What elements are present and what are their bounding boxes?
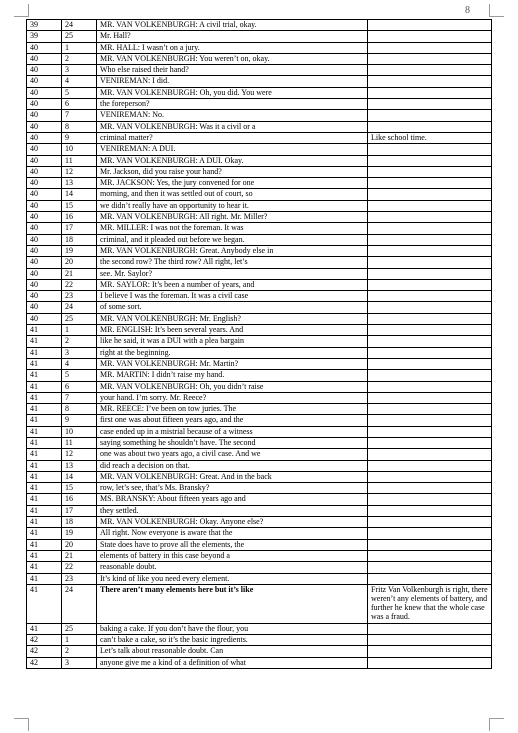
note-cell — [368, 212, 492, 223]
table-row — [27, 494, 492, 505]
note-cell — [368, 517, 492, 528]
line-cell: 3 — [62, 65, 97, 76]
line-cell: 9 — [62, 132, 97, 143]
transcript-text-cell: morning, and then it was settled out of court, so — [97, 189, 368, 200]
table-row — [27, 99, 492, 110]
note-cell — [368, 623, 492, 634]
note-cell — [368, 539, 492, 550]
transcript-text-cell: MR. SAYLOR: It’s been a number of years, and — [97, 279, 368, 290]
transcript-text-cell: I believe I was the foreman. It was a civil case — [97, 291, 368, 302]
note-cell — [368, 87, 492, 98]
note-cell — [368, 494, 492, 505]
page-cell: 42 — [27, 646, 62, 657]
table-row — [27, 392, 492, 403]
note-cell — [368, 460, 492, 471]
page-cell: 40 — [27, 121, 62, 132]
page-cell: 40 — [27, 132, 62, 143]
line-cell: 20 — [62, 257, 97, 268]
page-cell: 41 — [27, 483, 62, 494]
line-cell: 6 — [62, 99, 97, 110]
line-cell: 22 — [62, 279, 97, 290]
page-cell: 42 — [27, 657, 62, 668]
transcript-text-cell: MR. VAN VOLKENBURGH: Mr. Martin? — [97, 358, 368, 369]
page-cell: 41 — [27, 415, 62, 426]
line-cell: 18 — [62, 234, 97, 245]
page-cell: 41 — [27, 437, 62, 448]
table-row — [27, 358, 492, 369]
page-cell: 40 — [27, 268, 62, 279]
line-cell: 8 — [62, 121, 97, 132]
transcript-text-cell: VENIREMAN: No. — [97, 110, 368, 121]
table-row — [27, 302, 492, 313]
line-cell: 12 — [62, 449, 97, 460]
page-cell: 39 — [27, 31, 62, 42]
table-row — [27, 657, 492, 668]
line-cell: 14 — [62, 189, 97, 200]
transcript-text-cell: MR. VAN VOLKENBURGH: Okay. Anyone else? — [97, 517, 368, 528]
line-cell: 23 — [62, 291, 97, 302]
transcript-text-cell: Who else raised their hand? — [97, 65, 368, 76]
transcript-text-cell: Mr. Jackson, did you raise your hand? — [97, 166, 368, 177]
page-cell: 41 — [27, 505, 62, 516]
transcript-text-cell: one was about two years ago, a civil case. And we — [97, 449, 368, 460]
line-cell: 2 — [62, 53, 97, 64]
page-cell: 40 — [27, 42, 62, 53]
page-cell: 40 — [27, 212, 62, 223]
line-cell: 5 — [62, 370, 97, 381]
table-row — [27, 257, 492, 268]
transcript-text-cell: MR. VAN VOLKENBURGH: You weren’t on, okay. — [97, 53, 368, 64]
note-cell — [368, 358, 492, 369]
line-cell: 13 — [62, 178, 97, 189]
line-cell: 17 — [62, 223, 97, 234]
note-cell — [368, 635, 492, 646]
transcript-text-cell: like he said, it was a DUI with a plea bargain — [97, 336, 368, 347]
line-cell: 1 — [62, 635, 97, 646]
note-cell — [368, 65, 492, 76]
table-row — [27, 426, 492, 437]
note-cell — [368, 76, 492, 87]
note-cell — [368, 291, 492, 302]
line-cell: 21 — [62, 550, 97, 561]
transcript-text-cell: State does have to prove all the elements, the — [97, 539, 368, 550]
line-cell: 13 — [62, 460, 97, 471]
page-cell: 41 — [27, 539, 62, 550]
transcript-text-cell: MR. VAN VOLKENBURGH: Was it a civil or a — [97, 121, 368, 132]
page-cell: 40 — [27, 279, 62, 290]
line-cell: 22 — [62, 562, 97, 573]
page-cell: 41 — [27, 584, 62, 623]
note-cell — [368, 483, 492, 494]
transcript-text-cell: we didn’t really have an opportunity to hear it. — [97, 200, 368, 211]
line-cell: 18 — [62, 517, 97, 528]
page-cell: 40 — [27, 178, 62, 189]
line-cell: 20 — [62, 539, 97, 550]
page-cell: 42 — [27, 635, 62, 646]
crop-mark-top-left — [14, 4, 29, 17]
line-cell: 16 — [62, 494, 97, 505]
table-row — [27, 562, 492, 573]
table-row — [27, 336, 492, 347]
table-row — [27, 279, 492, 290]
line-cell: 2 — [62, 646, 97, 657]
note-cell — [368, 505, 492, 516]
table-row — [27, 212, 492, 223]
transcript-text-cell: There aren’t many elements here but it’s like — [97, 584, 368, 623]
table-row — [27, 189, 492, 200]
transcript-text-cell: reasonable doubt. — [97, 562, 368, 573]
note-cell — [368, 437, 492, 448]
crop-mark-bottom-left — [14, 718, 29, 731]
note-cell — [368, 404, 492, 415]
note-cell — [368, 325, 492, 336]
transcript-text-cell: MR. HALL: I wasn’t on a jury. — [97, 42, 368, 53]
table-row — [27, 404, 492, 415]
line-cell: 10 — [62, 144, 97, 155]
note-cell — [368, 200, 492, 211]
table-row — [27, 291, 492, 302]
transcript-text-cell: of some sort. — [97, 302, 368, 313]
table-row — [27, 483, 492, 494]
note-cell — [368, 144, 492, 155]
table-row — [27, 646, 492, 657]
note-cell — [368, 392, 492, 403]
transcript-text-cell: they settled. — [97, 505, 368, 516]
table-row — [27, 132, 492, 143]
note-cell — [368, 528, 492, 539]
note-cell — [368, 53, 492, 64]
line-cell: 3 — [62, 657, 97, 668]
note-cell — [368, 121, 492, 132]
note-cell — [368, 562, 492, 573]
line-cell: 10 — [62, 426, 97, 437]
line-cell: 4 — [62, 358, 97, 369]
transcript-text-cell: Mr. Hall? — [97, 31, 368, 42]
note-cell — [368, 189, 492, 200]
table-row — [27, 110, 492, 121]
table-row — [27, 381, 492, 392]
page-cell: 40 — [27, 87, 62, 98]
note-cell — [368, 268, 492, 279]
line-cell: 16 — [62, 212, 97, 223]
transcript-text-cell: criminal matter? — [97, 132, 368, 143]
note-cell — [368, 471, 492, 482]
page-cell: 41 — [27, 325, 62, 336]
table-row — [27, 370, 492, 381]
page-cell: 41 — [27, 573, 62, 584]
note-cell — [368, 426, 492, 437]
table-row — [27, 42, 492, 53]
page-cell: 41 — [27, 528, 62, 539]
transcript-text-cell: Let’s talk about reasonable doubt. Can — [97, 646, 368, 657]
note-cell — [368, 415, 492, 426]
transcript-text-cell: It’s kind of like you need every element. — [97, 573, 368, 584]
note-cell — [368, 657, 492, 668]
transcript-text-cell: MR. VAN VOLKENBURGH: A civil trial, okay. — [97, 20, 368, 31]
page-cell: 40 — [27, 144, 62, 155]
note-cell — [368, 178, 492, 189]
note-cell — [368, 646, 492, 657]
table-row — [27, 144, 492, 155]
table-row — [27, 471, 492, 482]
transcript-text-cell: the second row? The third row? All right, let’s — [97, 257, 368, 268]
transcript-text-cell: saying something he shouldn’t have. The second — [97, 437, 368, 448]
line-cell: 9 — [62, 415, 97, 426]
line-cell: 14 — [62, 471, 97, 482]
transcript-text-cell: MR. ENGLISH: It’s been several years. And — [97, 325, 368, 336]
page-cell: 39 — [27, 20, 62, 31]
table-row — [27, 178, 492, 189]
table-row — [27, 539, 492, 550]
page-cell: 41 — [27, 550, 62, 561]
crop-mark-top-right — [489, 4, 504, 17]
transcript-text-cell: MR. VAN VOLKENBURGH: Oh, you did. You were — [97, 87, 368, 98]
note-cell — [368, 336, 492, 347]
note-cell — [368, 347, 492, 358]
transcript-text-cell: MS. BRANSKY: About fifteen years ago and — [97, 494, 368, 505]
line-cell: 3 — [62, 347, 97, 358]
note-cell — [368, 370, 492, 381]
note-cell — [368, 42, 492, 53]
table-row — [27, 437, 492, 448]
line-cell: 5 — [62, 87, 97, 98]
page-cell: 40 — [27, 189, 62, 200]
table-row — [27, 505, 492, 516]
note-cell — [368, 381, 492, 392]
note-cell — [368, 313, 492, 324]
transcript-text-cell: the foreperson? — [97, 99, 368, 110]
page-cell: 40 — [27, 291, 62, 302]
transcript-text-cell: case ended up in a mistrial because of a witness — [97, 426, 368, 437]
table-row — [27, 166, 492, 177]
line-cell: 25 — [62, 31, 97, 42]
page-cell: 41 — [27, 471, 62, 482]
transcript-text-cell: VENIREMAN: I did. — [97, 76, 368, 87]
table-row — [27, 347, 492, 358]
table-row — [27, 76, 492, 87]
line-cell: 25 — [62, 623, 97, 634]
page-cell: 41 — [27, 381, 62, 392]
page-cell: 41 — [27, 449, 62, 460]
page-cell: 41 — [27, 358, 62, 369]
note-cell — [368, 279, 492, 290]
line-cell: 15 — [62, 483, 97, 494]
table-row — [27, 200, 492, 211]
table-row — [27, 550, 492, 561]
line-cell: 11 — [62, 437, 97, 448]
page-cell: 40 — [27, 99, 62, 110]
note-cell — [368, 110, 492, 121]
table-row — [27, 268, 492, 279]
page-cell: 40 — [27, 155, 62, 166]
page-cell: 40 — [27, 65, 62, 76]
page-cell: 40 — [27, 223, 62, 234]
page-cell: 40 — [27, 313, 62, 324]
transcript-text-cell: MR. VAN VOLKENBURGH: Great. Anybody else in — [97, 245, 368, 256]
table-row — [27, 573, 492, 584]
transcript-text-cell: baking a cake. If you don’t have the flour, you — [97, 623, 368, 634]
transcript-text-cell: MR. JACKSON: Yes, the jury convened for one — [97, 178, 368, 189]
transcript-text-cell: MR. VAN VOLKENBURGH: Mr. English? — [97, 313, 368, 324]
transcript-text-cell: your hand. I’m sorry. Mr. Reece? — [97, 392, 368, 403]
page-cell: 41 — [27, 370, 62, 381]
transcript-text-cell: VENIREMAN: A DUI. — [97, 144, 368, 155]
crop-mark-bottom-right — [489, 718, 504, 731]
line-cell: 19 — [62, 528, 97, 539]
transcript-text-cell: can’t bake a cake, so it’s the basic ingredients. — [97, 635, 368, 646]
line-cell: 17 — [62, 505, 97, 516]
page-cell: 41 — [27, 517, 62, 528]
table-row — [27, 155, 492, 166]
page-cell: 40 — [27, 53, 62, 64]
page-cell: 40 — [27, 257, 62, 268]
table-row — [27, 449, 492, 460]
transcript-text-cell: All right. Now everyone is aware that the — [97, 528, 368, 539]
page-cell: 40 — [27, 110, 62, 121]
page-cell: 40 — [27, 302, 62, 313]
transcript-text-cell: row, let’s see, that’s Ms. Bransky? — [97, 483, 368, 494]
transcript-text-cell: MR. VAN VOLKENBURGH: Great. And in the back — [97, 471, 368, 482]
page-cell: 41 — [27, 562, 62, 573]
line-cell: 23 — [62, 573, 97, 584]
line-cell: 8 — [62, 404, 97, 415]
transcript-text-cell: MR. VAN VOLKENBURGH: All right. Mr. Miller? — [97, 212, 368, 223]
line-cell: 15 — [62, 200, 97, 211]
line-cell: 24 — [62, 584, 97, 623]
page-cell: 41 — [27, 347, 62, 358]
page-cell: 40 — [27, 245, 62, 256]
note-cell — [368, 234, 492, 245]
note-cell — [368, 155, 492, 166]
transcript-text-cell: right at the beginning. — [97, 347, 368, 358]
transcript-text-cell: did reach a decision on that. — [97, 460, 368, 471]
note-cell: Fritz Van Volkenburgh is right, there weren’t any elements of battery, and further he knew that the whole case was a fraud. — [368, 584, 492, 623]
page-cell: 40 — [27, 200, 62, 211]
line-cell: 24 — [62, 302, 97, 313]
page-cell: 41 — [27, 404, 62, 415]
table-row — [27, 245, 492, 256]
note-cell — [368, 550, 492, 561]
table-row — [27, 528, 492, 539]
line-cell: 1 — [62, 325, 97, 336]
page-cell: 41 — [27, 392, 62, 403]
table-row — [27, 517, 492, 528]
transcript-text-cell: anyone give me a kind of a definition of what — [97, 657, 368, 668]
line-cell: 11 — [62, 155, 97, 166]
transcript-text-cell: MR. MARTIN: I didn’t raise my hand. — [97, 370, 368, 381]
table-row — [27, 87, 492, 98]
line-cell: 7 — [62, 110, 97, 121]
table-row — [27, 623, 492, 634]
line-cell: 6 — [62, 381, 97, 392]
page-cell: 40 — [27, 234, 62, 245]
table-row — [27, 460, 492, 471]
table-row — [27, 65, 492, 76]
table-row — [27, 584, 492, 623]
table-row — [27, 223, 492, 234]
page-number: 8 — [465, 5, 470, 16]
note-cell — [368, 302, 492, 313]
line-cell: 21 — [62, 268, 97, 279]
page-cell: 41 — [27, 460, 62, 471]
line-cell: 2 — [62, 336, 97, 347]
table-row — [27, 313, 492, 324]
transcript-table — [26, 19, 492, 669]
table-row — [27, 325, 492, 336]
line-cell: 24 — [62, 20, 97, 31]
table-row — [27, 121, 492, 132]
note-cell — [368, 449, 492, 460]
page-cell: 40 — [27, 76, 62, 87]
note-cell — [368, 20, 492, 31]
table-row — [27, 31, 492, 42]
note-cell — [368, 31, 492, 42]
line-cell: 25 — [62, 313, 97, 324]
line-cell: 19 — [62, 245, 97, 256]
page-cell: 41 — [27, 494, 62, 505]
transcript-body — [27, 20, 492, 669]
note-cell: Like school time. — [368, 132, 492, 143]
line-cell: 7 — [62, 392, 97, 403]
table-row — [27, 635, 492, 646]
table-row — [27, 234, 492, 245]
table-row — [27, 20, 492, 31]
transcript-text-cell: MR. MILLER: I was not the foreman. It was — [97, 223, 368, 234]
transcript-text-cell: first one was about fifteen years ago, and the — [97, 415, 368, 426]
transcript-text-cell: MR. VAN VOLKENBURGH: A DUI. Okay. — [97, 155, 368, 166]
note-cell — [368, 223, 492, 234]
page-cell: 40 — [27, 166, 62, 177]
table-row — [27, 415, 492, 426]
transcript-text-cell: criminal, and it pleaded out before we began. — [97, 234, 368, 245]
table-row — [27, 53, 492, 64]
page-cell: 41 — [27, 623, 62, 634]
note-cell — [368, 166, 492, 177]
transcript-text-cell: elements of battery in this case beyond a — [97, 550, 368, 561]
transcript-text-cell: MR. VAN VOLKENBURGH: Oh, you didn’t raise — [97, 381, 368, 392]
line-cell: 1 — [62, 42, 97, 53]
note-cell — [368, 573, 492, 584]
transcript-text-cell: see. Mr. Saylor? — [97, 268, 368, 279]
note-cell — [368, 245, 492, 256]
transcript-text-cell: MR. REECE: I’ve been on tow juries. The — [97, 404, 368, 415]
page-cell: 41 — [27, 426, 62, 437]
page-cell: 41 — [27, 336, 62, 347]
line-cell: 12 — [62, 166, 97, 177]
line-cell: 4 — [62, 76, 97, 87]
note-cell — [368, 257, 492, 268]
note-cell — [368, 99, 492, 110]
